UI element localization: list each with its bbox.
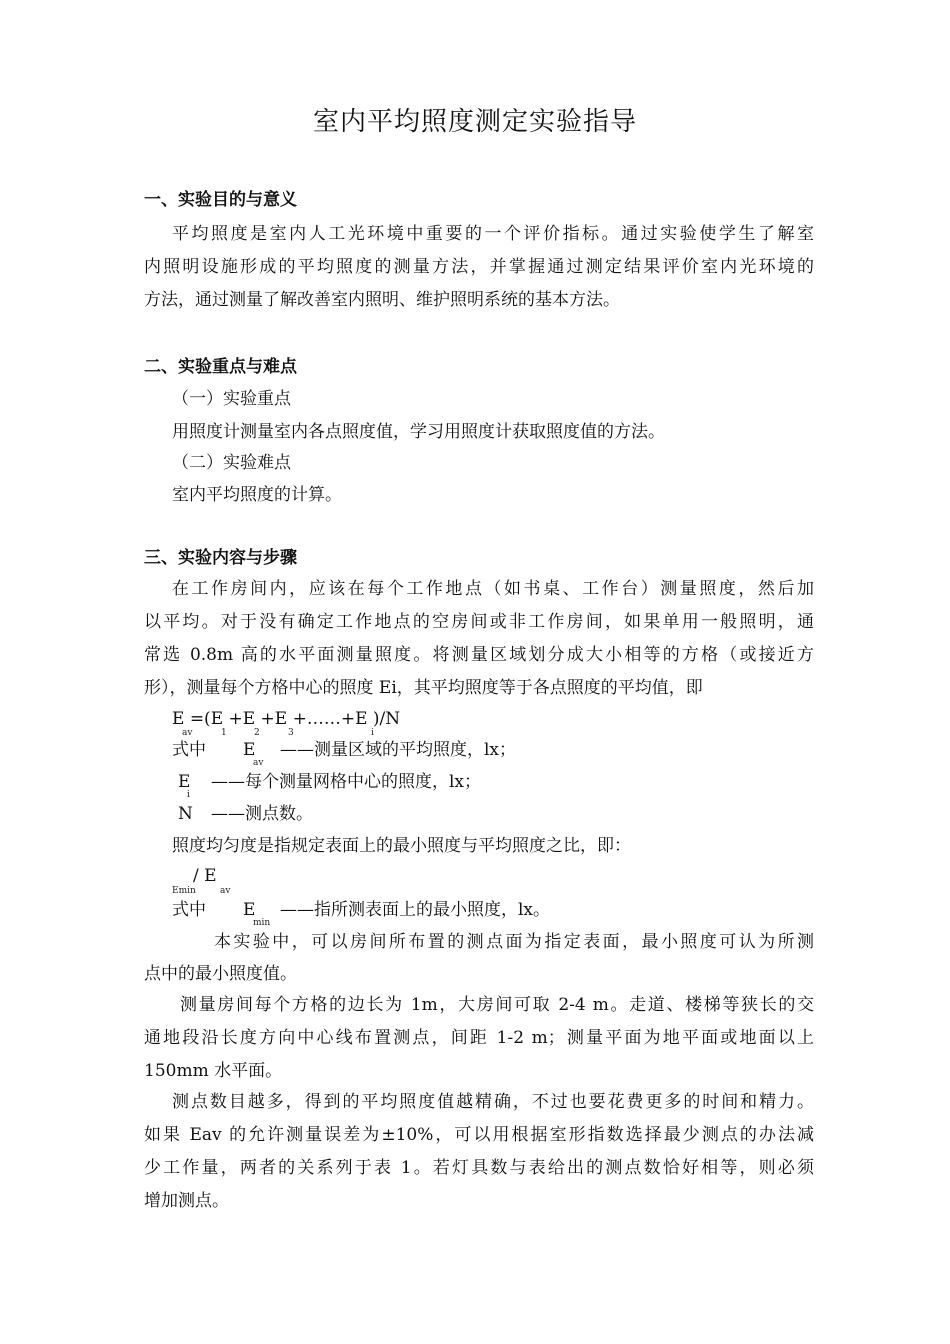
paragraph-line: 测量房间每个方格的边长为 1m，大房间可取 2-4 m。走道、楼梯等狭长的交 bbox=[180, 995, 814, 1015]
paragraph-line: 150mm 水平面。 bbox=[144, 1061, 283, 1081]
symbol-subscript: min bbox=[253, 918, 271, 928]
section-heading-focus: 二、实验重点与难点 bbox=[144, 357, 297, 377]
formula-subscript: av bbox=[220, 886, 231, 896]
formula-subscript: 1 bbox=[221, 728, 227, 738]
paragraph-line: 内照明设施形成的平均照度的测量方法，并掌握通过测定结果评价室内光环境的 bbox=[144, 257, 814, 277]
subheading-difficulty: （二）实验难点 bbox=[172, 453, 291, 473]
formula-subscript: i bbox=[371, 728, 374, 738]
paragraph-line: 本实验中，可以房间所布置的测点面为指定表面，最小照度可认为所测 bbox=[214, 932, 814, 952]
paragraph-line: 用照度计测量室内各点照度值，学习用照度计获取照度值的方法。 bbox=[172, 422, 665, 442]
section-heading-purpose: 一、实验目的与意义 bbox=[144, 190, 297, 210]
symbol-e-av: E bbox=[243, 740, 256, 760]
paragraph-line: 测点数目越多，得到的平均照度值越精确，不过也要花费更多的时间和精力。 bbox=[172, 1092, 814, 1112]
formula-subscript: 3 bbox=[288, 728, 294, 738]
section-heading-content: 三、实验内容与步骤 bbox=[144, 548, 297, 568]
symbol-e-i: E bbox=[178, 772, 191, 792]
paragraph-line: 在工作房间内，应该在每个工作地点（如书桌、工作台）测量照度，然后加 bbox=[172, 579, 814, 599]
symbol-e-min: E bbox=[243, 900, 256, 920]
symbol-subscript: av bbox=[253, 758, 264, 768]
formula-subscript: av bbox=[182, 728, 193, 738]
uniformity-formula: / E bbox=[193, 866, 217, 886]
paragraph-line: 照度均匀度是指规定表面上的最小照度与平均照度之比，即： bbox=[172, 836, 631, 856]
definition-text: ——测点数。 bbox=[211, 804, 313, 824]
symbol-subscript: i bbox=[187, 790, 190, 800]
definition-text: ——指所测表面上的最小照度，lx。 bbox=[280, 900, 551, 920]
definition-text: ——测量区域的平均照度，lx； bbox=[280, 740, 517, 760]
subheading-focus: （一）实验重点 bbox=[172, 389, 291, 409]
average-illuminance-formula: E =(E +E +E +……+E )/N bbox=[172, 709, 401, 729]
document-title: 室内平均照度测定实验指导 bbox=[312, 107, 637, 137]
definition-prefix: 式中 bbox=[172, 740, 206, 760]
definition-prefix: 式中 bbox=[172, 900, 206, 920]
paragraph-line: 平均照度是室内人工光环境中重要的一个评价指标。通过实验使学生了解室 bbox=[172, 224, 814, 244]
paragraph-line: 通地段沿长度方向中心线布置测点，间距 1-2 m；测量平面为地平面或地面以上 bbox=[144, 1028, 814, 1048]
formula-subscript: 2 bbox=[254, 728, 260, 738]
paragraph-line: 室内平均照度的计算。 bbox=[172, 485, 342, 505]
paragraph-line: 点中的最小照度值。 bbox=[144, 964, 297, 984]
formula-subscript: Emin bbox=[172, 886, 196, 896]
definition-text: ——每个测量网格中心的照度，lx； bbox=[211, 772, 482, 792]
paragraph-line: 方法，通过测量了解改善室内照明、维护照明系统的基本方法。 bbox=[144, 290, 620, 310]
paragraph-line: 少工作量，两者的关系列于表 1。若灯具数与表给出的测点数恰好相等，则必须 bbox=[144, 1158, 814, 1178]
paragraph-line: 增加测点。 bbox=[144, 1191, 229, 1211]
paragraph-line: 常选 0.8m 高的水平面测量照度。将测量区域划分成大小相等的方格（或接近方 bbox=[144, 645, 814, 665]
paragraph-line: 以平均。对于没有确定工作地点的空房间或非工作房间，如果单用一般照明，通 bbox=[144, 612, 814, 632]
paragraph-line: 如果 Eav 的允许测量误差为±10%，可以用根据室形指数选择最少测点的办法减 bbox=[144, 1125, 814, 1145]
paragraph-line: 形），测量每个方格中心的照度 Ei，其平均照度等于各点照度的平均值，即 bbox=[144, 678, 703, 698]
symbol-n: N bbox=[178, 804, 193, 824]
